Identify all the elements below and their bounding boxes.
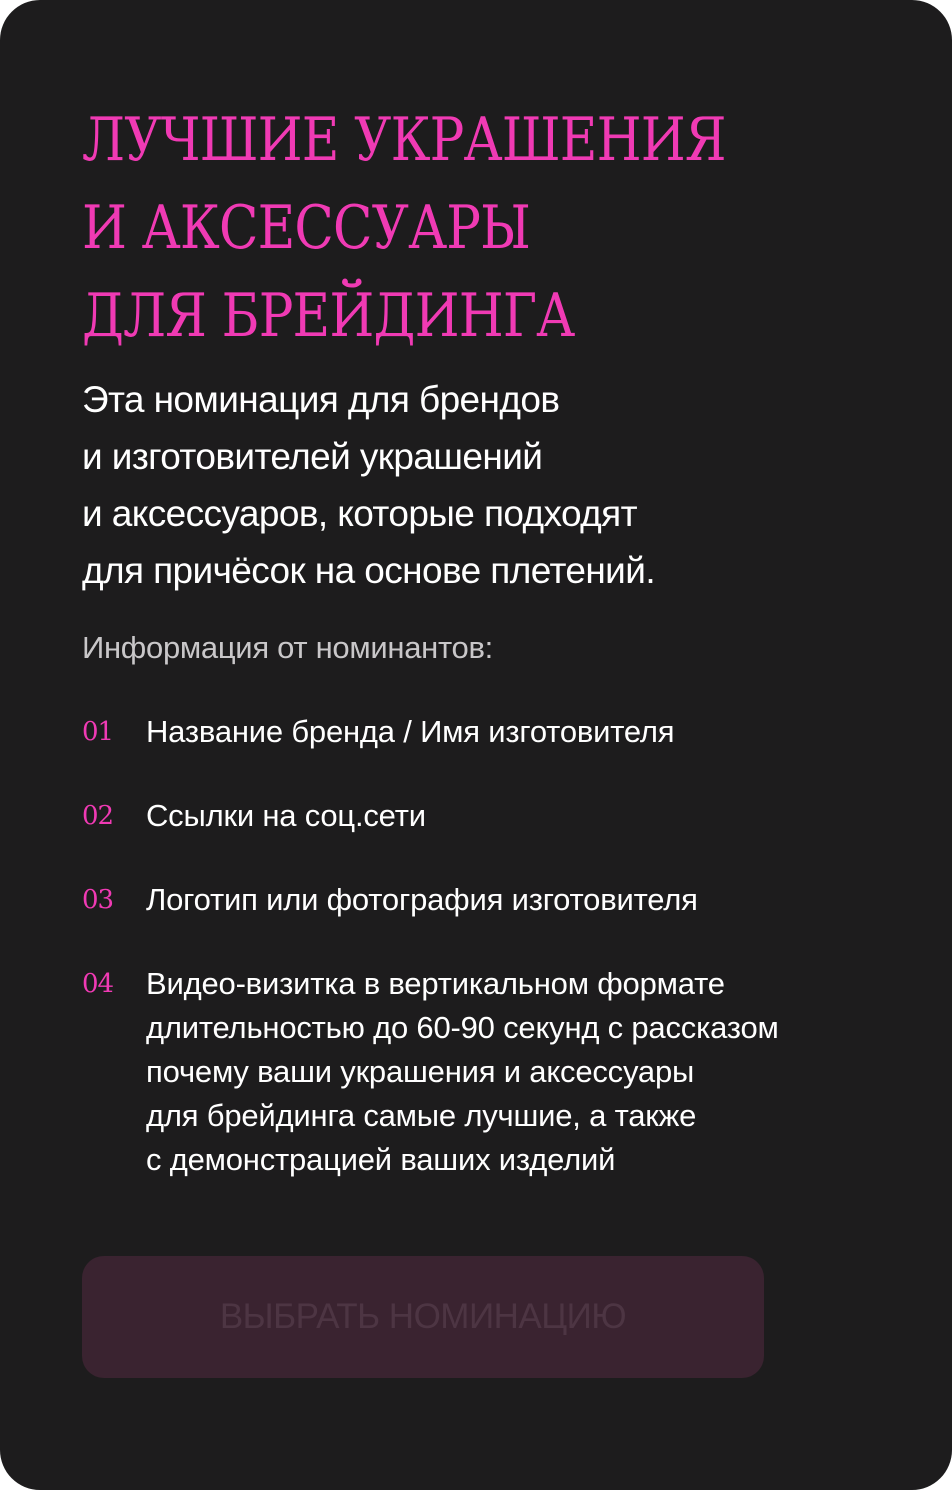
requirement-line: Ссылки на соц.сети [146, 798, 426, 833]
requirement-line: Логотип или фотография изготовителя [146, 882, 698, 917]
requirements-heading: Информация от номинантов: [82, 630, 493, 665]
title-line: ДЛЯ БРЕЙДИНГА [82, 281, 575, 351]
requirement-line: почему ваши украшения и аксессуары [146, 1054, 695, 1089]
requirement-number: 02 [82, 801, 114, 831]
description-line: и аксессуаров, которые подходят [82, 493, 637, 534]
requirement-item [82, 876, 912, 924]
requirement-line: длительностью до 60-90 секунд с рассказом [146, 1010, 779, 1045]
requirement-line: с демонстрацией ваших изделий [146, 1142, 616, 1177]
choose-nomination-button[interactable]: ВЫБРАТЬ НОМИНАЦИЮ [82, 1256, 764, 1378]
description-line: и изготовителей украшений [82, 436, 543, 477]
description-line: для причёсок на основе плетений. [82, 550, 655, 591]
requirement-item [82, 960, 912, 1182]
nomination-description [82, 371, 882, 599]
requirement-text [146, 792, 426, 838]
title-line: И АКСЕССУАРЫ [82, 193, 531, 263]
requirements-list [82, 708, 912, 1218]
title-line: ЛУЧШИЕ УКРАШЕНИЯ [82, 105, 726, 175]
requirement-number: 04 [82, 969, 114, 999]
requirement-line: Название бренда / Имя изготовителя [146, 714, 675, 749]
requirement-text [146, 876, 698, 922]
requirement-number: 01 [82, 717, 114, 747]
requirement-item [82, 792, 912, 840]
requirement-text [146, 960, 779, 1182]
requirement-text [146, 708, 674, 754]
requirement-line: Видео-визитка в вертикальном формате [146, 966, 725, 1001]
nomination-title [82, 96, 726, 360]
requirement-number: 03 [82, 885, 114, 915]
description-line: Эта номинация для брендов [82, 379, 560, 420]
requirement-line: для брейдинга самые лучшие, а также [146, 1098, 697, 1133]
requirement-item [82, 708, 912, 756]
